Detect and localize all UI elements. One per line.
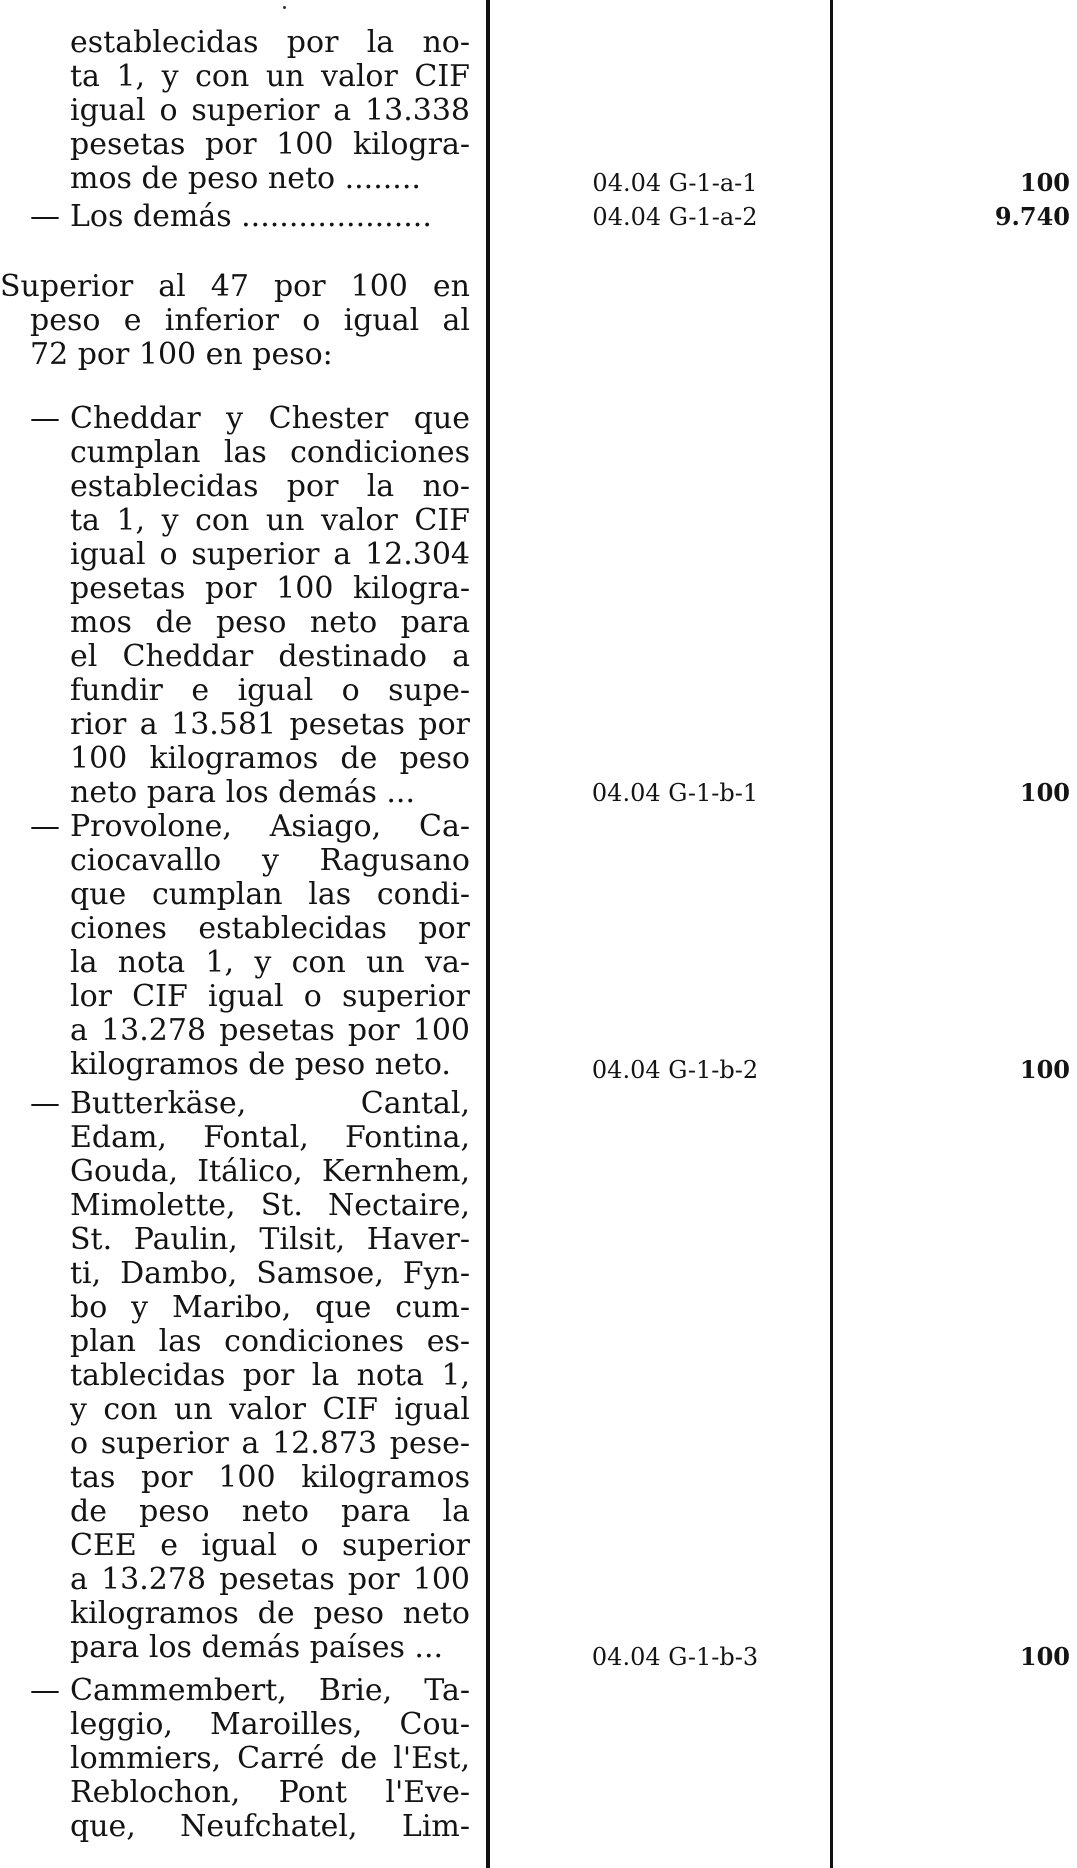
butter-line: plan las condiciones es-: [70, 1324, 470, 1359]
duty-rate: 100: [1019, 1055, 1070, 1084]
column-rule-left: [486, 0, 490, 1868]
butter-line: Mimolette, St. Nectaire,: [70, 1188, 470, 1223]
butter-line: Butterkäse, Cantal,: [70, 1086, 470, 1121]
tariff-code: 04.04 G-1-b-1: [591, 779, 759, 807]
column-rule-right: [830, 0, 833, 1868]
provolone-line: ciocavallo y Ragusano: [70, 843, 470, 878]
cheddar-line: 100 kilogramos de peso: [70, 741, 470, 776]
tariff-code: 04.04 G-1-a-2: [592, 203, 758, 231]
butter-line: Edam, Fontal, Fontina,: [70, 1120, 470, 1155]
tariff-code: 04.04 G-1-b-3: [591, 1643, 759, 1671]
cont-line: mos de peso neto ........: [70, 161, 421, 196]
tariff-code: 04.04 G-1-a-1: [592, 169, 758, 197]
provolone-line: ciones establecidas por: [70, 911, 470, 946]
camm-line: Reblochon, Pont l'Eve-: [70, 1775, 470, 1810]
provolone-line: Provolone, Asiago, Ca-: [70, 809, 470, 844]
superior-line: Superior al 47 por 100 en: [0, 269, 470, 304]
camm-line: que, Neufchatel, Lim-: [70, 1809, 470, 1844]
em-dash-bullet: —: [30, 199, 60, 234]
butter-line: kilogramos de peso neto: [70, 1596, 470, 1631]
camm-line: lommiers, Carré de l'Est,: [70, 1741, 470, 1776]
provolone-line: kilogramos de peso neto.: [70, 1047, 451, 1082]
los-demas-line: Los demás ....................: [70, 199, 432, 234]
duty-rate: 100: [1019, 1642, 1070, 1671]
cheddar-line: mos de peso neto para: [70, 605, 470, 640]
cheddar-line: fundir e igual o supe-: [70, 673, 470, 708]
butter-line: y con un valor CIF igual: [70, 1392, 470, 1427]
superior-line: peso e inferior o igual al: [30, 303, 470, 338]
cheddar-line: rior a 13.581 pesetas por: [70, 707, 470, 742]
cheddar-line: establecidas por la no-: [70, 469, 470, 504]
cont-line: establecidas por la no-: [70, 25, 470, 60]
butter-line: tas por 100 kilogramos: [70, 1460, 470, 1495]
cheddar-line: el Cheddar destinado a: [70, 639, 470, 674]
provolone-line: a 13.278 pesetas por 100: [70, 1013, 470, 1048]
cheddar-line: Cheddar y Chester que: [70, 401, 470, 436]
butter-line: o superior a 12.873 pese-: [70, 1426, 470, 1461]
em-dash-bullet: —: [30, 1086, 60, 1121]
em-dash-bullet: —: [30, 1673, 60, 1708]
butter-line: CEE e igual o superior: [70, 1528, 470, 1563]
cont-line: ta 1, y con un valor CIF: [70, 59, 470, 94]
camm-line: Cammembert, Brie, Ta-: [70, 1673, 470, 1708]
duty-rate: 100: [1019, 168, 1070, 197]
tariff-code: 04.04 G-1-b-2: [591, 1056, 759, 1084]
cont-line: igual o superior a 13.338: [70, 93, 470, 128]
butter-line: ti, Dambo, Samsoe, Fyn-: [70, 1256, 470, 1291]
speck: [283, 6, 286, 9]
butter-line: a 13.278 pesetas por 100: [70, 1562, 470, 1597]
butter-line: St. Paulin, Tilsit, Haver-: [70, 1222, 470, 1257]
camm-line: leggio, Maroilles, Cou-: [70, 1707, 470, 1742]
cont-line: pesetas por 100 kilogra-: [70, 127, 470, 162]
superior-line: 72 por 100 en peso:: [30, 337, 333, 372]
cheddar-line: pesetas por 100 kilogra-: [70, 571, 470, 606]
butter-line: tablecidas por la nota 1,: [70, 1358, 470, 1393]
cheddar-line: neto para los demás ...: [70, 775, 415, 810]
butter-line: de peso neto para la: [70, 1494, 470, 1529]
cheddar-line: igual o superior a 12.304: [70, 537, 470, 572]
duty-rate: 100: [1019, 778, 1070, 807]
cheddar-line: cumplan las condiciones: [70, 435, 470, 470]
provolone-line: que cumplan las condi-: [70, 877, 470, 912]
cheddar-line: ta 1, y con un valor CIF: [70, 503, 470, 538]
duty-rate: 9.740: [994, 202, 1070, 231]
butter-line: bo y Maribo, que cum-: [70, 1290, 470, 1325]
em-dash-bullet: —: [30, 401, 60, 436]
provolone-line: la nota 1, y con un va-: [70, 945, 470, 980]
em-dash-bullet: —: [30, 809, 60, 844]
butter-line: para los demás países ...: [70, 1630, 444, 1665]
provolone-line: lor CIF igual o superior: [70, 979, 470, 1014]
butter-line: Gouda, Itálico, Kernhem,: [70, 1154, 470, 1189]
